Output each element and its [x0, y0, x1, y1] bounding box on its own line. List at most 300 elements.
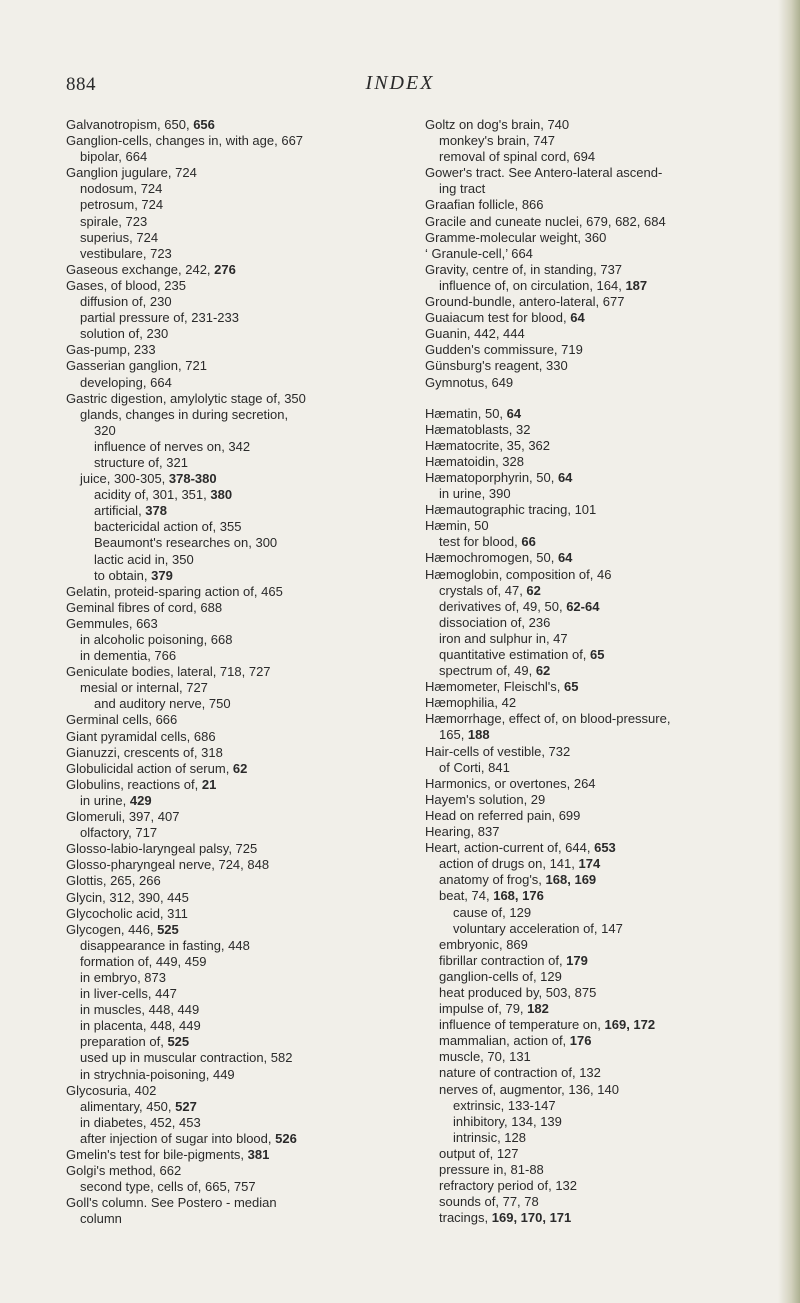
index-entry	[66, 664, 402, 680]
index-entry-text: Geminal fibres of cord, 688	[66, 599, 223, 615]
index-entry-text: Glycosuria, 402	[66, 1082, 157, 1098]
index-entry-text: ganglion-cells of, 129	[439, 968, 562, 984]
index-entry	[425, 1130, 766, 1146]
index-entry-text: Germinal cells, 666	[66, 712, 178, 728]
index-entry-text: after injection of sugar into blood,	[80, 1130, 276, 1146]
index-entry-text: anatomy of frog's,	[439, 872, 546, 888]
index-entry-text: in urine, 390	[439, 486, 511, 502]
index-entry-bold-pages: 378-380	[168, 471, 217, 487]
index-entry	[425, 230, 766, 246]
index-entry-text: Gaseous exchange, 242,	[66, 261, 215, 277]
index-entry	[425, 1194, 766, 1210]
index-entry-text: Globulins, reactions of,	[66, 776, 202, 792]
index-entry	[425, 1178, 766, 1194]
index-entry	[425, 470, 766, 486]
index-entry-text: lactic acid in, 350	[94, 551, 194, 567]
index-entry-bold-pages: 653	[594, 840, 616, 856]
index-entry-text: disappearance in fasting, 448	[80, 937, 250, 953]
index-entry-text: Goll's column. See Postero - median	[66, 1195, 277, 1211]
index-entry	[425, 246, 766, 262]
index-entry	[425, 214, 766, 230]
index-entry-text: ‘ Granule-cell,’ 664	[425, 245, 533, 261]
index-entry	[425, 326, 766, 342]
index-entry	[66, 407, 402, 423]
index-entry	[66, 294, 402, 310]
index-entry	[66, 954, 402, 970]
index-entry-bold-pages: 429	[129, 792, 152, 808]
index-entry	[66, 1179, 402, 1195]
index-entry	[66, 761, 402, 777]
index-entry	[66, 133, 402, 149]
index-entry-text: Glosso-pharyngeal nerve, 724, 848	[66, 857, 270, 873]
index-entry-text: Glycocholic acid, 311	[66, 905, 188, 921]
index-entry-text: Gastric digestion, amylolytic stage of, 350	[66, 390, 306, 406]
index-entry-text: second type, cells of, 665, 757	[80, 1179, 256, 1195]
index-entry-text: Glottis, 265, 266	[66, 873, 161, 889]
index-entry	[425, 711, 766, 727]
index-entry	[425, 905, 766, 921]
index-entry-bold-pages: 527	[175, 1098, 197, 1114]
index-entry-text: Glomeruli, 397, 407	[66, 809, 180, 825]
index-entry	[66, 890, 402, 906]
index-entry-text: alimentary, 450,	[80, 1098, 176, 1114]
index-entry-text: Gianuzzi, crescents of, 318	[66, 744, 223, 760]
index-entry	[425, 358, 766, 374]
index-entry	[425, 342, 766, 358]
index-entry	[66, 841, 402, 857]
index-entry	[425, 760, 766, 776]
index-entry-bold-pages: 380	[210, 487, 233, 503]
index-entry-text: diffusion of, 230	[80, 294, 172, 310]
index-entry	[425, 792, 766, 808]
index-entry	[425, 744, 766, 760]
index-entry	[66, 471, 402, 487]
index-entry-text: in diabetes, 452, 453	[80, 1114, 201, 1130]
index-entry	[66, 1195, 402, 1211]
index-entry	[425, 1098, 766, 1114]
index-entry	[425, 278, 766, 294]
index-entry-text: vestibulare, 723	[80, 245, 172, 261]
index-entry-bold-pages: 62-64	[566, 598, 600, 614]
index-entry	[66, 1131, 402, 1147]
index-entry	[66, 149, 402, 165]
index-entry-text: fibrillar contraction of,	[439, 952, 567, 968]
index-entry-text: test for blood,	[439, 534, 522, 550]
index-entry-text: structure of, 321	[94, 454, 188, 470]
index-entry	[425, 872, 766, 888]
index-columns	[66, 117, 766, 1287]
index-entry-bold-pages: 64	[506, 405, 522, 421]
index-entry-text: influence of nerves on, 342	[94, 438, 251, 454]
index-entry-text: used up in muscular contraction, 582	[80, 1050, 293, 1066]
index-entry	[66, 1050, 402, 1066]
index-entry	[425, 117, 766, 133]
index-entry-bold-pages: 62	[232, 760, 248, 776]
index-entry	[425, 1001, 766, 1017]
index-entry	[425, 663, 766, 679]
index-entry-text: superius, 724	[80, 229, 159, 245]
index-entry-bold-pages: 182	[527, 1001, 549, 1017]
index-entry-bold-pages: 64	[570, 310, 585, 326]
index-entry	[66, 696, 402, 712]
index-entry-text: Gracile and cuneate nuclei, 679, 682, 684	[425, 213, 666, 229]
index-entry-bold-pages: 174	[578, 856, 601, 872]
index-entry	[425, 808, 766, 824]
index-entry-text: impulse of, 79,	[439, 1001, 528, 1017]
index-entry	[425, 1162, 766, 1178]
index-entry-text: Gymnotus, 649	[425, 374, 514, 390]
index-entry-text: formation of, 449, 459	[80, 953, 207, 969]
index-entry-text: iron and sulphur in, 47	[439, 630, 568, 646]
index-entry-text: Hæmatin, 50,	[425, 405, 507, 421]
index-entry-text: heat produced by, 503, 875	[439, 984, 597, 1000]
index-entry	[66, 552, 402, 568]
index-entry-text: muscle, 70, 131	[439, 1049, 531, 1065]
index-entry	[66, 358, 402, 374]
index-entry	[425, 856, 766, 872]
index-entry	[66, 117, 402, 133]
index-entry	[425, 422, 766, 438]
index-entry	[66, 825, 402, 841]
index-entry	[66, 986, 402, 1002]
index-entry	[66, 326, 402, 342]
index-entry-text: Hair-cells of vestible, 732	[425, 743, 571, 759]
index-entry-text: Hæmoglobin, composition of, 46	[425, 566, 612, 582]
index-entry-text: juice, 300-305,	[80, 471, 169, 487]
index-entry-text: ing tract	[439, 181, 486, 197]
index-entry-text: Galvanotropism, 650,	[66, 117, 194, 132]
index-entry	[425, 486, 766, 502]
index-entry-text: Guanin, 442, 444	[425, 326, 525, 342]
index-entry-bold-pages: 168, 169	[545, 872, 597, 888]
index-entry-text: petrosum, 724	[80, 197, 164, 213]
index-entry	[66, 632, 402, 648]
index-entry-text: solution of, 230	[80, 326, 169, 342]
index-entry	[425, 406, 766, 422]
index-entry	[66, 1067, 402, 1083]
index-entry-text: bactericidal action of, 355	[94, 519, 242, 535]
index-entry	[425, 985, 766, 1001]
index-entry	[66, 648, 402, 664]
page-header	[0, 72, 800, 102]
page-number: 884	[66, 74, 96, 95]
index-entry-text: quantitative estimation of,	[439, 647, 591, 662]
index-entry-text: Globulicidal action of serum,	[66, 760, 233, 776]
index-entry	[425, 840, 766, 856]
index-entry-text: mesial or internal, 727	[80, 680, 208, 696]
index-entry	[66, 278, 402, 294]
index-entry-text: Ground-bundle, antero-lateral, 677	[425, 294, 625, 310]
index-entry-text: tracings,	[439, 1210, 492, 1226]
index-entry-text: Ganglion jugulare, 724	[66, 165, 197, 181]
index-entry-text: bipolar, 664	[80, 149, 148, 165]
index-entry-bold-pages: 378	[145, 503, 167, 519]
index-entry	[425, 310, 766, 326]
index-entry	[66, 230, 402, 246]
index-entry-text: in liver-cells, 447	[80, 986, 177, 1002]
index-entry-text: Gas-pump, 233	[66, 342, 156, 358]
index-column-right	[425, 117, 766, 1226]
index-entry-text: Hæmophilia, 42	[425, 695, 517, 711]
index-entry-text: extrinsic, 133-147	[453, 1097, 556, 1113]
index-entry	[425, 567, 766, 583]
index-entry-text: Golgi's method, 662	[66, 1163, 182, 1179]
index-entry-bold-pages: 169, 172	[604, 1017, 656, 1033]
index-entry-bold-pages: 64	[557, 469, 573, 485]
index-entry	[425, 149, 766, 165]
index-entry	[425, 438, 766, 454]
index-entry-text: Hæmautographic tracing, 101	[425, 502, 597, 518]
index-entry	[425, 583, 766, 599]
index-entry-text: Hæmatocrite, 35, 362	[425, 437, 551, 453]
index-entry-text: nature of contraction of, 132	[439, 1065, 601, 1081]
index-entry	[425, 518, 766, 534]
index-entry-text: Ganglion-cells, changes in, with age, 667	[66, 133, 304, 149]
index-entry	[66, 1034, 402, 1050]
index-entry	[66, 165, 402, 181]
index-entry	[66, 1018, 402, 1034]
index-entry	[425, 631, 766, 647]
index-entry-text: Günsburg's reagent, 330	[425, 358, 568, 374]
index-entry-bold-pages: 66	[521, 534, 536, 550]
index-entry-text: olfactory, 717	[80, 825, 158, 841]
index-entry	[66, 745, 402, 761]
index-entry	[66, 1115, 402, 1131]
index-entry-bold-pages: 526	[275, 1130, 297, 1146]
index-entry-bold-pages: 176	[569, 1033, 592, 1049]
index-entry	[425, 181, 766, 197]
index-entry	[66, 793, 402, 809]
index-entry-text: Giant pyramidal cells, 686	[66, 728, 216, 744]
index-entry-bold-pages: 381	[247, 1147, 270, 1162]
index-column-left	[66, 117, 402, 1227]
index-entry	[425, 550, 766, 566]
index-entry-text: Gelatin, proteid-sparing action of, 465	[66, 583, 283, 599]
index-entry	[66, 375, 402, 391]
index-entry	[66, 214, 402, 230]
index-entry-text: output of, 127	[439, 1145, 519, 1161]
index-entry	[425, 1114, 766, 1130]
index-entry	[66, 535, 402, 551]
index-entry-bold-pages: 525	[167, 1034, 190, 1050]
index-entry	[66, 181, 402, 197]
index-entry-text: in placenta, 448, 449	[80, 1018, 201, 1034]
index-entry-text: Hayem's solution, 29	[425, 791, 546, 807]
index-entry	[425, 534, 766, 550]
index-entry	[66, 1163, 402, 1179]
index-entry-bold-pages: 525	[157, 921, 179, 937]
index-entry	[425, 197, 766, 213]
index-entry-text: intrinsic, 128	[453, 1129, 526, 1145]
index-entry	[425, 502, 766, 518]
index-entry-text: action of drugs on, 141,	[439, 856, 579, 872]
index-entry-text: Hæmin, 50	[425, 518, 489, 534]
index-entry	[425, 727, 766, 743]
index-entry-text: Hæmatoblasts, 32	[425, 421, 531, 437]
index-entry	[425, 165, 766, 181]
running-head: INDEX	[365, 72, 435, 94]
index-entry-text: Harmonics, or overtones, 264	[425, 775, 596, 791]
index-entry-text: sounds of, 77, 78	[439, 1194, 539, 1210]
index-entry-text: Gravity, centre of, in standing, 737	[425, 261, 623, 277]
index-entry-text: Geniculate bodies, lateral, 718, 727	[66, 664, 271, 680]
index-entry-text: Hæmorrhage, effect of, on blood-pressure,	[425, 711, 671, 727]
page-edge-shadow	[778, 0, 800, 1303]
index-entry-text: Head on referred pain, 699	[425, 807, 581, 823]
index-entry	[425, 615, 766, 631]
index-entry	[425, 1017, 766, 1033]
index-entry-text: and auditory nerve, 750	[94, 696, 231, 712]
index-entry	[66, 938, 402, 954]
index-entry	[425, 969, 766, 985]
index-entry-text: in embryo, 873	[80, 969, 166, 985]
index-entry-text: in urine,	[80, 792, 130, 808]
index-entry	[425, 133, 766, 149]
index-entry-text: Hæmometer, Fleischl's,	[425, 679, 565, 695]
index-entry	[66, 712, 402, 728]
index-entry	[66, 262, 402, 278]
index-entry	[66, 922, 402, 938]
index-entry	[425, 1146, 766, 1162]
index-entry-text: Hearing, 837	[425, 824, 500, 840]
index-entry	[66, 809, 402, 825]
index-entry-text: influence of temperature on,	[439, 1017, 605, 1033]
index-entry	[425, 1210, 766, 1226]
index-entry-text: in dementia, 766	[80, 648, 177, 664]
index-entry	[66, 568, 402, 584]
index-entry	[66, 729, 402, 745]
index-entry-text: Gemmules, 663	[66, 615, 158, 631]
index-entry-text: voluntary acceleration of, 147	[453, 920, 623, 936]
index-entry	[66, 1099, 402, 1115]
index-entry	[425, 1049, 766, 1065]
index-entry	[66, 423, 402, 439]
index-entry-text: Hæmatoporphyrin, 50,	[425, 469, 558, 485]
index-entry	[66, 906, 402, 922]
index-entry-text: artificial,	[94, 503, 146, 519]
index-entry-text: Hæmatoidin, 328	[425, 453, 524, 469]
index-entry	[425, 937, 766, 953]
index-entry	[66, 391, 402, 407]
index-entry-text: influence of, on circulation, 164,	[439, 277, 626, 293]
index-entry-bold-pages: 62	[535, 663, 551, 679]
index-entry-text: spectrum of, 49,	[439, 663, 536, 679]
index-entry	[66, 439, 402, 455]
index-entry-text: Gramme-molecular weight, 360	[425, 229, 607, 245]
index-entry	[66, 600, 402, 616]
index-entry-bold-pages: 169, 170, 171	[491, 1210, 572, 1226]
index-entry-bold-pages: 379	[151, 567, 173, 583]
index-entry	[425, 454, 766, 470]
index-entry	[425, 647, 766, 663]
index-entry	[425, 375, 766, 391]
index-entry-bold-pages: 65	[564, 679, 579, 695]
index-entry	[425, 921, 766, 937]
index-entry-text: in strychnia-poisoning, 449	[80, 1066, 235, 1082]
index-entry	[66, 1083, 402, 1099]
index-entry	[425, 1082, 766, 1098]
index-entry	[66, 310, 402, 326]
index-entry	[425, 695, 766, 711]
index-entry	[425, 294, 766, 310]
index-entry-text: Gudden's commissure, 719	[425, 342, 583, 358]
index-entry-text: developing, 664	[80, 374, 172, 390]
index-entry-text: Heart, action-current of, 644,	[425, 840, 595, 856]
index-entry-text: in muscles, 448, 449	[80, 1002, 200, 1018]
index-entry	[425, 262, 766, 278]
index-entry	[66, 1211, 402, 1227]
index-entry-text: Glycogen, 446,	[66, 921, 158, 937]
index-entry-bold-pages: 65	[590, 647, 605, 662]
index-entry	[66, 519, 402, 535]
index-entry-text: embryonic, 869	[439, 936, 528, 952]
index-entry-text: derivatives of, 49, 50,	[439, 598, 567, 614]
index-entry-text: Gower's tract. See Antero-lateral ascend-	[425, 165, 663, 181]
index-entry-text: Guaiacum test for blood,	[425, 310, 571, 326]
index-entry-text: crystals of, 47,	[439, 582, 527, 598]
index-entry-bold-pages: 64	[557, 550, 573, 566]
index-entry-text: nodosum, 724	[80, 181, 163, 197]
index-entry-bold-pages: 21	[201, 776, 217, 792]
index-entry-text: refractory period of, 132	[439, 1178, 578, 1194]
index-entry-text: preparation of,	[80, 1034, 168, 1050]
index-entry-text: beat, 74,	[439, 888, 494, 904]
index-entry-text: column	[80, 1211, 122, 1227]
index-entry-text: dissociation of, 236	[439, 614, 551, 630]
index-entry	[66, 455, 402, 471]
index-entry-text: Glosso-labio-laryngeal palsy, 725	[66, 841, 258, 857]
index-entry-bold-pages: 62	[526, 582, 541, 598]
index-entry-text: mammalian, action of,	[439, 1033, 570, 1049]
index-entry	[66, 584, 402, 600]
index-entry	[66, 342, 402, 358]
index-entry	[66, 246, 402, 262]
index-entry	[425, 953, 766, 969]
index-entry-text: monkey's brain, 747	[439, 133, 555, 149]
index-entry	[425, 679, 766, 695]
index-entry-text: Graafian follicle, 866	[425, 197, 544, 213]
index-entry	[66, 680, 402, 696]
index-entry-bold-pages: 179	[566, 952, 588, 968]
index-entry-text: glands, changes in during secretion,	[80, 406, 289, 422]
index-entry	[66, 873, 402, 889]
index-entry-text: Beaumont's researches on, 300	[94, 535, 278, 551]
index-entry	[66, 970, 402, 986]
index-entry	[425, 1033, 766, 1049]
index-entry-text: 165,	[439, 727, 468, 743]
index-entry	[66, 616, 402, 632]
index-entry-text: partial pressure of, 231-233	[80, 310, 239, 326]
index-entry	[66, 1147, 402, 1163]
index-entry	[66, 503, 402, 519]
index-entry	[66, 197, 402, 213]
index-entry-text: removal of spinal cord, 694	[439, 149, 596, 165]
index-entry	[425, 1065, 766, 1081]
index-entry	[66, 487, 402, 503]
index-entry-text: to obtain,	[94, 567, 152, 583]
index-entry-text: nerves of, augmentor, 136, 140	[439, 1081, 619, 1097]
index-entry-text: cause of, 129	[453, 904, 532, 920]
index-entry-text: pressure in, 81-88	[439, 1162, 544, 1177]
index-entry-bold-pages: 188	[467, 727, 490, 743]
index-entry-text: inhibitory, 134, 139	[453, 1113, 562, 1129]
index-entry-text: 320	[94, 422, 116, 438]
index-entry-text: Gasserian ganglion, 721	[66, 358, 207, 374]
index-entry-text: Gmelin's test for bile-pigments,	[66, 1147, 248, 1162]
index-entry	[425, 888, 766, 904]
index-entry-text: in alcoholic poisoning, 668	[80, 632, 233, 647]
index-entry-text: Goltz on dog's brain, 740	[425, 117, 570, 132]
